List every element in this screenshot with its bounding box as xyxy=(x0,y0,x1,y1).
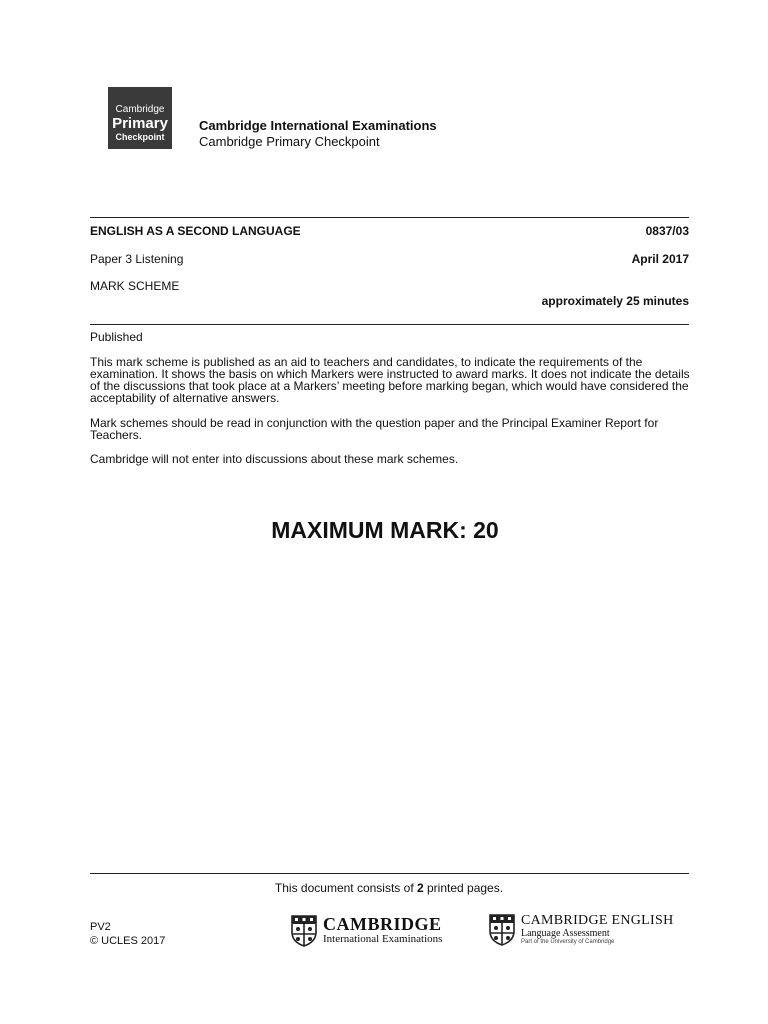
shield-icon xyxy=(489,914,515,946)
ce-logo-name: CAMBRIDGE ENGLISH xyxy=(521,913,674,928)
cambridge-primary-checkpoint-logo xyxy=(108,87,172,149)
organisation-subtitle: Cambridge Primary Checkpoint xyxy=(199,134,380,149)
exam-date: April 2017 xyxy=(631,252,689,266)
cambridge-english-logo xyxy=(489,913,689,947)
divider-middle xyxy=(90,324,689,325)
exam-duration: approximately 25 minutes xyxy=(541,294,689,308)
ce-logo-tagline: Part of the University of Cambridge xyxy=(521,939,615,945)
shield-icon xyxy=(291,915,317,947)
copyright: © UCLES 2017 xyxy=(90,935,166,947)
divider-bottom xyxy=(90,873,689,874)
published-label: Published xyxy=(90,330,143,344)
logo-line-2: Primary xyxy=(112,115,168,132)
pages-number: 2 xyxy=(416,881,424,895)
syllabus-code: 0837/03 xyxy=(645,224,689,238)
maximum-mark: MAXIMUM MARK: 20 xyxy=(271,517,499,543)
divider-top xyxy=(90,217,689,218)
pages-text-post: printed pages. xyxy=(423,881,504,895)
document-type: MARK SCHEME xyxy=(90,279,180,293)
cie-logo-name: CAMBRIDGE xyxy=(323,914,442,934)
pages-text-pre: This document consists of xyxy=(274,881,417,895)
discussion-paragraph: Cambridge will not enter into discussions about these mark schemes. xyxy=(90,452,459,466)
logo-line-1: Cambridge xyxy=(115,104,165,115)
conjunction-paragraph: Mark schemes should be read in conjunction with the question paper and the Principal Examiner Report for Teachers. xyxy=(90,416,659,442)
footer-info xyxy=(90,920,165,948)
ce-logo-subtitle: Language Assessment xyxy=(521,928,610,939)
cie-logo-subtitle: International Examinations xyxy=(323,933,443,945)
pv-code: PV2 xyxy=(90,921,111,933)
intro-paragraph: This mark scheme is published as an aid to teachers and candidates, to indicate the requirements of the examination. It shows the basis on which Markers were instructed to award marks. It does not indicate the details of the discussions that took place at a Markers’ meeting before marking began, which would have considered the acceptability of alternative answers. xyxy=(90,355,690,405)
cambridge-international-logo xyxy=(291,914,461,948)
page-count-note xyxy=(0,881,768,895)
paper-name: Paper 3 Listening xyxy=(90,252,184,266)
logo-line-3: Checkpoint xyxy=(115,132,165,142)
organisation-name: Cambridge International Examinations xyxy=(199,118,437,133)
subject-title: ENGLISH AS A SECOND LANGUAGE xyxy=(90,224,301,238)
